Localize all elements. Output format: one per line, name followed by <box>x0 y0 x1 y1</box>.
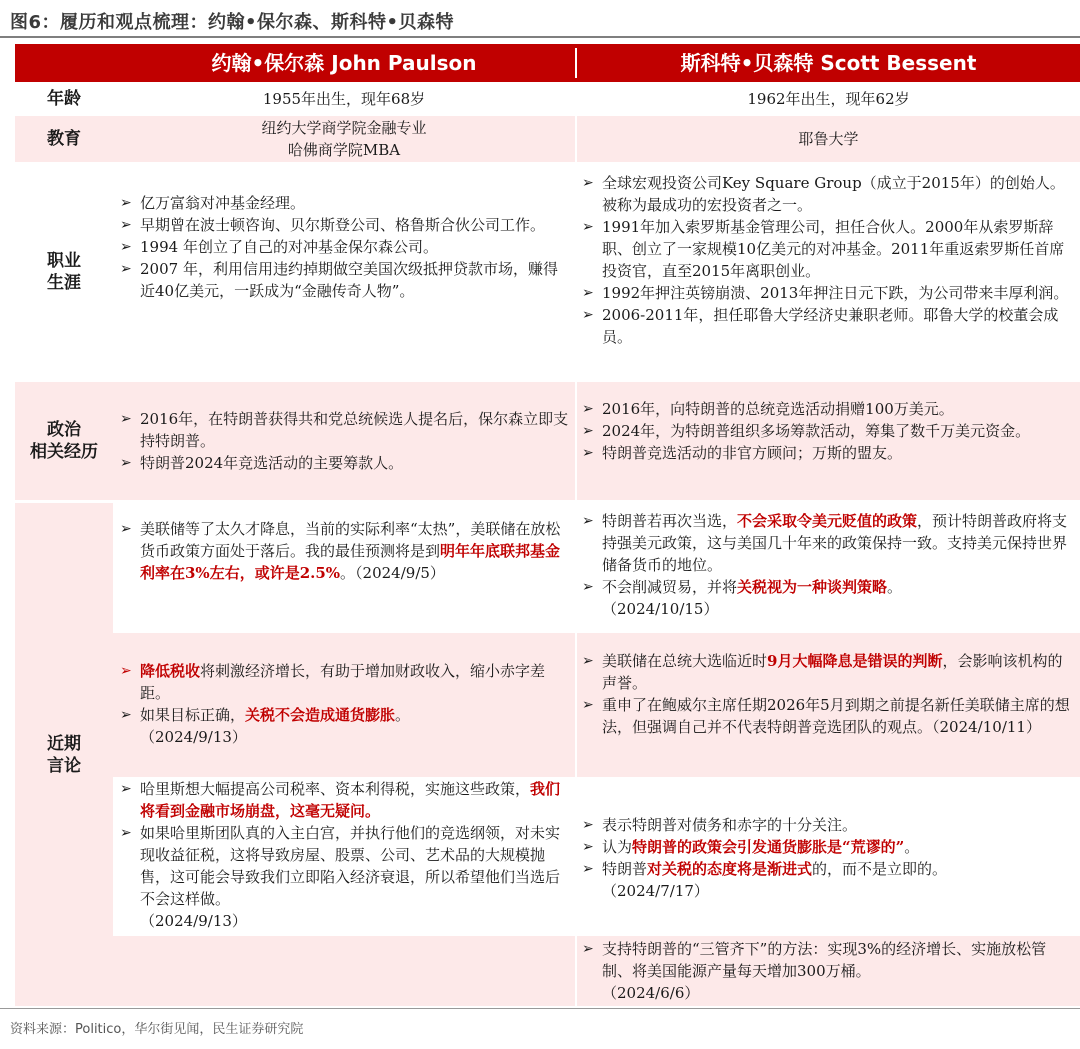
figure-title: 图6：履历和观点梳理：约翰•保尔森、斯科特•贝森特 <box>10 12 455 33</box>
remark-text: 。 <box>904 838 920 856</box>
list-item: ➢ 2006-2011年，担任耶鲁大学经济史兼职老师。耶鲁大学的校董会成员。 <box>580 304 1076 348</box>
remark-text: 。（2024/9/5） <box>340 564 445 582</box>
education-bessent: 耶鲁大学 <box>798 130 859 148</box>
source-footer: 资料来源：Politico，华尔街见闻，民生证券研究院 <box>10 1022 304 1037</box>
list-item <box>118 518 573 584</box>
politics-bessent-list <box>580 398 1070 464</box>
list-item <box>580 650 1072 694</box>
label-age: 年龄 <box>47 89 81 109</box>
remark-highlight: 不会采取令美元贬值的政策 <box>737 512 918 530</box>
remark-date: （2024/9/13） <box>140 912 247 930</box>
remarks-b3-bessent <box>580 814 1072 902</box>
label-career-line1: 职业 <box>47 251 81 271</box>
list-item: ➢ 特朗普竞选活动的非官方顾问；万斯的盟友。 <box>580 442 1070 464</box>
list-item: ➢ 1992年押注英镑崩溃、2013年押注日元下跌，为公司带来丰厚利润。 <box>580 282 1076 304</box>
list-item: ➢ 2016年，在特朗普获得共和党总统候选人提名后，保尔森立即支持特朗普。 <box>118 408 573 452</box>
politics-paulson-list <box>118 408 573 474</box>
label-education: 教育 <box>47 129 81 149</box>
remark-text: 哈里斯想大幅提高公司税率、资本利得税，实施这些政策， <box>140 780 531 798</box>
list-item <box>118 778 573 822</box>
remark-date: （2024/7/17） <box>602 882 709 900</box>
label-politics-line1: 政治 <box>47 420 81 440</box>
label-remarks-line1: 近期 <box>47 733 81 754</box>
label-remarks-line2: 言论 <box>47 755 81 776</box>
career-bessent-list <box>580 172 1076 348</box>
title-rule <box>0 36 1080 38</box>
list-item <box>580 576 1072 598</box>
list-item: ➢ 1994 年创立了自己的对冲基金保尔森公司。 <box>118 236 568 258</box>
remark-highlight: 降低税收 <box>140 662 201 680</box>
remark-date: （2024/9/13） <box>140 728 247 746</box>
label-career <box>15 166 113 378</box>
remark-text: ，会影响该机构的声誉。 <box>602 652 1063 692</box>
remark-text: ，预计特朗普政府将支持强美元政策，这与美国几十年来的政策保持一致。支持美元保持世界储备货币的地位。 <box>602 512 1068 574</box>
list-item <box>580 836 1072 858</box>
remark-text: 。 <box>395 706 411 724</box>
remark-date: （2024/6/6） <box>602 984 700 1002</box>
list-item: ➢ 重申了在鲍威尔主席任期2026年5月到期之前提名新任美联储主席的想法，但强调自己并不代表特朗普竞选团队的观点。（2024/10/11） <box>580 694 1072 738</box>
column-divider <box>575 82 577 1006</box>
remarks-b2-paulson <box>118 660 573 748</box>
footer-rule <box>0 1008 1080 1009</box>
header-scott-bessent: 斯科特•贝森特 Scott Bessent <box>680 51 977 75</box>
list-item: ➢ 亿万富翁对冲基金经理。 <box>118 192 568 214</box>
remark-highlight: 明年年底联邦基金利率在3%左右，或许是2.5% <box>140 542 561 582</box>
list-item: ➢ 特朗普2024年竞选活动的主要筹款人。 <box>118 452 573 474</box>
list-item <box>580 858 1072 880</box>
remarks-b3-paulson <box>118 778 573 932</box>
remark-text: 特朗普若再次当选， <box>602 512 738 530</box>
list-item: ➢ 2016年，向特朗普的总统竞选活动捐赠100万美元。 <box>580 398 1070 420</box>
list-item: ➢ 表示特朗普对债务和赤字的十分关注。 <box>580 814 1072 836</box>
remark-highlight: 我们将看到金融市场崩盘，这毫无疑问。 <box>140 780 561 820</box>
list-item: ➢ 2007 年，利用信用违约掉期做空美国次级抵押贷款市场，赚得近40亿美元，一跃成为“金融传奇人物”。 <box>118 258 568 302</box>
age-bessent: 1962年出生，现年62岁 <box>747 90 910 108</box>
label-politics <box>15 382 113 500</box>
remark-text: 将刺激经济增长，有助于增加财政收入，缩小赤字差距。 <box>140 662 546 702</box>
remark-text: 不会削减贸易，并将 <box>602 578 738 596</box>
remarks-b2-bessent <box>580 650 1072 738</box>
label-remarks <box>15 503 113 1006</box>
remarks-b4-bessent <box>580 938 1072 1004</box>
remark-text: 的，而不是立即的。 <box>812 860 948 878</box>
list-item: ➢ 1991年加入索罗斯基金管理公司，担任合伙人。2000年从索罗斯辞职、创立了一家规模10亿美元的对冲基金。2011年重返索罗斯任首席投资官，直至2015年离职创业。 <box>580 216 1076 282</box>
age-paulson: 1955年出生，现年68岁 <box>262 90 426 108</box>
remark-text: 如果目标正确， <box>140 706 246 724</box>
list-item <box>118 660 573 704</box>
remark-highlight: 对关税的态度将是渐进式 <box>647 860 813 878</box>
remark-text: 。 <box>887 578 903 596</box>
list-item: ➢ 2024年，为特朗普组织多场筹款活动，筹集了数千万美元资金。 <box>580 420 1070 442</box>
list-item: ➢ 全球宏观投资公司Key Square Group（成立于2015年）的创始人。被称为最成功的宏投资者之一。 <box>580 172 1076 216</box>
remarks-b1-bessent <box>580 510 1072 620</box>
remark-highlight: 关税视为一种谈判策略 <box>737 578 888 596</box>
remarks-b1-paulson <box>118 518 573 584</box>
remark-date: （2024/10/15） <box>602 600 719 618</box>
label-politics-line2: 相关经历 <box>30 442 98 462</box>
list-item: ➢ 支持特朗普的“三管齐下”的方法：实现3%的经济增长、实施放松管制、将美国能源产量每天增加300万桶。 <box>580 938 1072 982</box>
list-item: ➢ 早期曾在波士顿咨询、贝尔斯登公司、格鲁斯合伙公司工作。 <box>118 214 568 236</box>
table-header <box>15 44 1080 82</box>
education-paulson-line2: 哈佛商学院MBA <box>287 141 401 159</box>
remark-text: 美联储等了太久才降息，当前的实际利率“太热”，美联储在放松货币政策方面处于落后。我的最佳预测将是到 <box>140 520 561 560</box>
list-item: ➢ 如果哈里斯团队真的入主白宫，并执行他们的竞选纲领，对未实现收益征税，这将导致房屋、股票、公司、艺术品的大规模抛售，这可能会导致我们立即陷入经济衰退，所以希望他们当选后不会这样做。 <box>118 822 573 910</box>
remark-highlight: 关税不会造成通货膨胀 <box>245 706 396 724</box>
list-item <box>580 510 1072 576</box>
education-paulson <box>113 117 575 161</box>
label-career-line2: 生涯 <box>47 273 81 293</box>
career-paulson-list <box>118 192 568 302</box>
list-item <box>118 704 573 726</box>
remark-highlight: 9月大幅降息是错误的判断 <box>767 652 943 670</box>
header-john-paulson: 约翰•保尔森 John Paulson <box>211 51 477 75</box>
remark-text: 认为 <box>602 838 633 856</box>
remark-highlight: 特朗普的政策会引发通货膨胀是“荒谬的” <box>632 838 905 856</box>
remark-text: 特朗普 <box>602 860 648 878</box>
remark-text: 美联储在总统大选临近时 <box>602 652 768 670</box>
education-paulson-line1: 纽约大学商学院金融专业 <box>261 119 427 137</box>
